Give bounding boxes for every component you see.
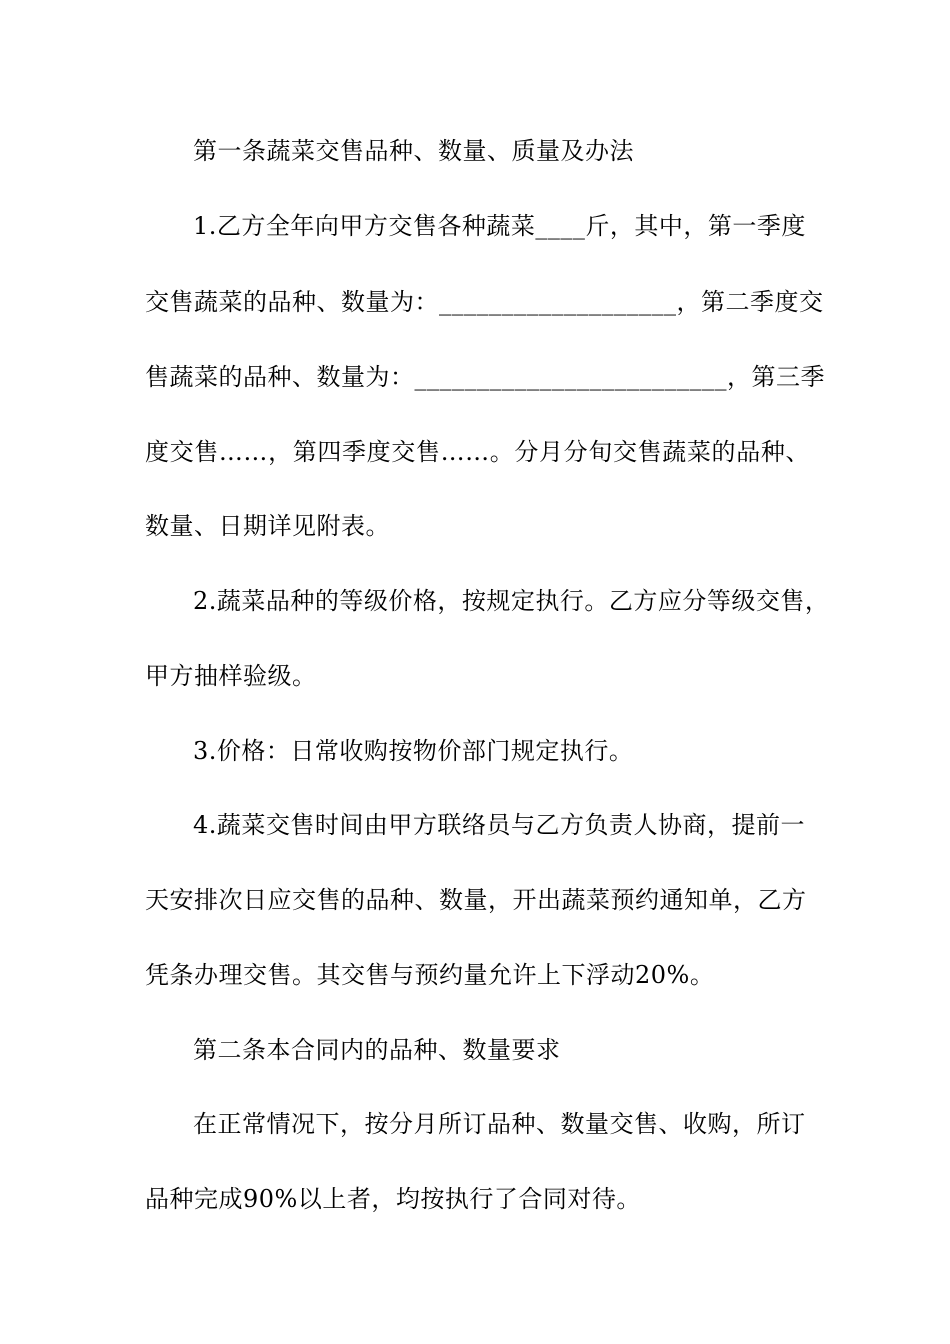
paragraph-line: 天安排次日应交售的品种、数量，开出蔬菜预约通知单，乙方 <box>145 886 807 914</box>
paragraph-line: 数量、日期详见附表。 <box>145 512 390 540</box>
article-2-heading: 第二条本合同内的品种、数量要求 <box>193 1036 561 1064</box>
paragraph-line: 3.价格：日常收购按物价部门规定执行。 <box>193 737 634 765</box>
paragraph-line: 甲方抽样验级。 <box>145 662 317 690</box>
paragraph-line: 4.蔬菜交售时间由甲方联络员与乙方负责人协商，提前一 <box>193 811 805 839</box>
paragraph-line: 售蔬菜的品种、数量为：_________________________，第三季 <box>145 363 825 391</box>
paragraph-line: 度交售……，第四季度交售……。分月分旬交售蔬菜的品种、 <box>145 438 810 466</box>
paragraph-line: 在正常情况下，按分月所订品种、数量交售、收购，所订 <box>193 1110 806 1138</box>
paragraph-line: 2.蔬菜品种的等级价格，按规定执行。乙方应分等级交售， <box>193 587 830 615</box>
paragraph-line: 凭条办理交售。其交售与预约量允许上下浮动20%。 <box>145 961 715 989</box>
paragraph-line: 1.乙方全年向甲方交售各种蔬菜____斤，其中，第一季度 <box>193 212 806 240</box>
article-1-heading: 第一条蔬菜交售品种、数量、质量及办法 <box>193 137 634 165</box>
paragraph-line: 交售蔬菜的品种、数量为：___________________，第二季度交 <box>145 288 824 316</box>
paragraph-line: 品种完成90%以上者，均按执行了合同对待。 <box>145 1185 641 1213</box>
